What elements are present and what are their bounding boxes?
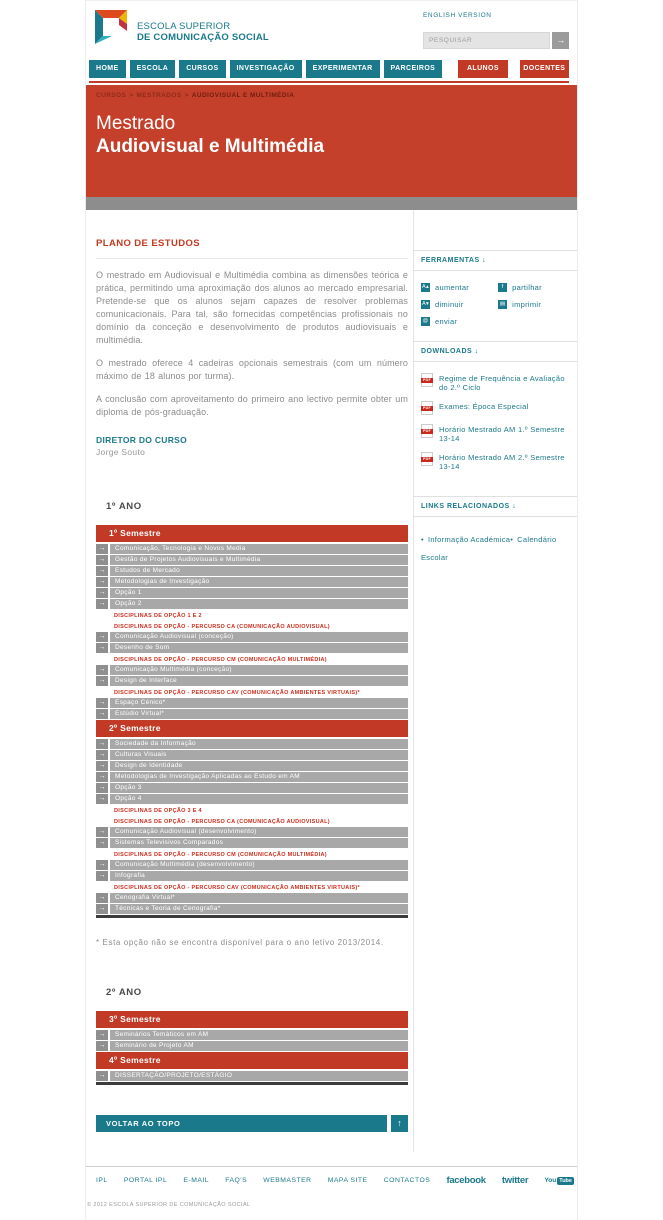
director-label: DIRETOR DO CURSO xyxy=(96,435,188,445)
sidebar-section-ferramentas[interactable]: FERRAMENTAS ↓ xyxy=(414,250,577,271)
course-row[interactable] xyxy=(96,698,408,708)
course-name: Metodologias de Investigação xyxy=(110,577,408,587)
course-director xyxy=(96,435,408,457)
option-footnote: * Esta opção não se encontra disponível para o ano letivo 2013/2014. xyxy=(96,938,384,947)
arrow-right-icon: → xyxy=(96,1030,108,1040)
course-row[interactable] xyxy=(96,544,408,554)
course-name: Seminários Temáticos em AM xyxy=(110,1030,408,1040)
option-group-label: DISCIPLINAS DE OPÇÃO - PERCURSO CAV (COMUNICAÇÃO AMBIENTES VIRTUAIS)* xyxy=(114,690,360,696)
arrow-right-icon: → xyxy=(96,860,108,870)
course-row[interactable] xyxy=(96,761,408,771)
footer-link-portal-ipl[interactable]: PORTAL IPL xyxy=(123,1177,168,1184)
site-footer xyxy=(86,1166,577,1194)
bullet-icon: • xyxy=(421,535,424,544)
arrow-right-icon: → xyxy=(96,904,108,914)
download-label: Horário Mestrado AM 2.º Semestre 13-14 xyxy=(439,453,565,471)
course-row[interactable] xyxy=(96,893,408,903)
sidebar xyxy=(413,210,577,1152)
course-row[interactable] xyxy=(96,739,408,749)
tools-list xyxy=(421,283,571,326)
course-name: Sociedade da Informação xyxy=(110,739,408,749)
course-row[interactable] xyxy=(96,632,408,642)
course-name: Opção 1 xyxy=(110,588,408,598)
download-item[interactable] xyxy=(421,453,571,471)
table-bottom-border xyxy=(96,915,408,918)
sidebar-section-links-relacionados[interactable]: LINKS RELACIONADOS ↓ xyxy=(414,496,577,517)
nav-cursos[interactable]: CURSOS xyxy=(179,60,225,78)
logo-text-line2: DE COMUNICAÇÃO SOCIAL xyxy=(137,32,269,43)
breadcrumb-separator: > xyxy=(129,92,134,99)
send-icon: @ xyxy=(422,318,429,324)
bullet-icon: • xyxy=(510,535,514,544)
course-name: Design de Interface xyxy=(110,676,408,686)
course-row[interactable] xyxy=(96,750,408,760)
course-name: Técnicas e Teoria de Cenografia* xyxy=(110,904,408,914)
footer-link-mapa-site[interactable]: MAPA SITE xyxy=(327,1177,368,1184)
breadcrumb-item-audiovisual-e-multim-dia: AUDIOVISUAL E MULTIMÉDIA xyxy=(191,92,295,99)
director-name: Jorge Souto xyxy=(96,447,146,457)
tool-label: enviar xyxy=(435,317,458,326)
download-item[interactable] xyxy=(421,402,571,415)
logo-text-line1: ESCOLA SUPERIOR xyxy=(137,21,231,32)
arrow-right-icon: → xyxy=(96,632,108,642)
footer-link-faq-s[interactable]: FAQ'S xyxy=(225,1177,248,1184)
arrow-right-icon: → xyxy=(96,709,108,719)
course-row[interactable] xyxy=(96,827,408,837)
breadcrumb-separator: > xyxy=(184,92,189,99)
arrow-right-icon: → xyxy=(96,794,108,804)
download-label: Horário Mestrado AM 1.º Semestre 13-14 xyxy=(439,425,565,443)
arrow-right-icon: → xyxy=(556,35,566,45)
chevron-down-icon: ↓ xyxy=(512,503,517,510)
course-name: Cenografia Virtual* xyxy=(110,893,408,903)
course-row[interactable] xyxy=(96,794,408,804)
nav-experimentar[interactable]: EXPERIMENTAR xyxy=(306,60,380,78)
year2-course-table xyxy=(96,1011,408,1085)
intro-paragraphs xyxy=(96,269,408,419)
course-name: Opção 3 xyxy=(110,783,408,793)
course-name: Opção 4 xyxy=(110,794,408,804)
course-row[interactable] xyxy=(96,599,408,609)
related-links-list xyxy=(421,529,571,565)
nav-red-rule xyxy=(89,81,569,83)
related-link-informa-o-acad-mica[interactable] xyxy=(421,535,510,544)
table-bottom-border xyxy=(96,1082,408,1085)
footer-link-contactos[interactable]: CONTACTOS xyxy=(383,1177,431,1184)
arrow-right-icon: → xyxy=(96,643,108,653)
nav-parceiros[interactable]: PARCEIROS xyxy=(384,60,443,78)
title-banner xyxy=(86,85,577,197)
course-name: Opção 2 xyxy=(110,599,408,609)
search-input[interactable] xyxy=(423,32,550,49)
arrow-right-icon: → xyxy=(96,566,108,576)
option-group-label: DISCIPLINAS DE OPÇÃO 3 E 4 xyxy=(114,808,202,814)
year1-title: 1º ANO xyxy=(106,501,142,512)
downloads-list xyxy=(421,374,571,471)
course-row[interactable] xyxy=(96,1071,408,1081)
course-name: Culturas Visuais xyxy=(110,750,408,760)
tool-label: imprimir xyxy=(512,300,542,309)
arrow-right-icon: → xyxy=(96,577,108,587)
year2-title: 2º ANO xyxy=(106,987,142,998)
course-row[interactable] xyxy=(96,838,408,848)
course-name: Design de Identidade xyxy=(110,761,408,771)
course-row[interactable] xyxy=(96,588,408,598)
option-group-label: DISCIPLINAS DE OPÇÃO - PERCURSO CA (COMUNICAÇÃO AUDIOVISUAL) xyxy=(114,819,330,825)
site-header xyxy=(86,1,577,83)
arrow-right-icon: → xyxy=(96,665,108,675)
course-row[interactable] xyxy=(96,904,408,914)
semester-header-1-semestre: 1º Semestre xyxy=(96,525,408,542)
footer-link-ipl[interactable]: IPL xyxy=(96,1177,108,1184)
arrow-right-icon: → xyxy=(96,676,108,686)
nav-docentes[interactable]: DOCENTES xyxy=(520,60,569,78)
course-name: Seminário de Projeto AM xyxy=(110,1041,408,1051)
course-name: Desenho de Som xyxy=(110,643,408,653)
course-name: Sistemas Televisivos Comparados xyxy=(110,838,408,848)
arrow-right-icon: → xyxy=(96,1071,108,1081)
download-label: Exames: Época Especial xyxy=(439,402,529,411)
section-title: PLANO DE ESTUDOS xyxy=(96,238,408,259)
course-row[interactable] xyxy=(96,665,408,675)
print-icon: ▤ xyxy=(499,301,506,307)
course-row[interactable] xyxy=(96,1030,408,1040)
related-link-label: Calendário Escolar xyxy=(421,535,557,562)
page-card xyxy=(85,0,578,1220)
pdf-file-icon xyxy=(421,401,433,415)
course-name: Comunicação Multimédia (conceção) xyxy=(110,665,408,675)
page-title: Audiovisual e Multimédia xyxy=(96,136,325,157)
arrow-right-icon: → xyxy=(96,698,108,708)
body-paragraph: O mestrado oferece 4 cadeiras opcionais semestrais (com um número máximo de 18 alunos por turma). xyxy=(96,358,408,381)
related-link-label: Informação Académica xyxy=(427,535,511,544)
font-increase-icon: A▴ xyxy=(421,284,430,290)
nav-home[interactable]: HOME xyxy=(89,60,126,78)
tool-label: diminuir xyxy=(435,300,464,309)
tool-label: aumentar xyxy=(435,283,470,292)
course-row[interactable] xyxy=(96,577,408,587)
option-group-label: DISCIPLINAS DE OPÇÃO - PERCURSO CM (COMUNICAÇÃO MULTIMÉDIA) xyxy=(114,852,327,858)
course-row[interactable] xyxy=(96,1041,408,1051)
course-row[interactable] xyxy=(96,643,408,653)
arrow-right-icon: → xyxy=(96,838,108,848)
page-title-category: Mestrado xyxy=(96,113,176,134)
facebook-logo[interactable]: facebook xyxy=(446,1175,486,1186)
back-to-top-button[interactable]: VOLTAR AO TOPO xyxy=(96,1115,387,1132)
breadcrumb-item-mestrados[interactable]: MESTRADOS xyxy=(136,92,182,99)
nav-investiga-o[interactable]: INVESTIGAÇÃO xyxy=(230,60,302,78)
tool-label: partilhar xyxy=(512,283,542,292)
banner-gray-bar xyxy=(86,197,577,210)
nav-escola[interactable]: ESCOLA xyxy=(130,60,176,78)
body-paragraph: O mestrado em Audiovisual e Multimédia combina as dimensões teórica e prática, permitindo uma aproximação dos alunos ao mercado empresarial. Pretende-se que os alunos sejam capazes de resolver problemas comunicacionais. Para tal, são fornecidas competências profissionais no domínio da conceção e desenvolvimento de produtos audiovisuais e multimédia. xyxy=(96,270,408,345)
tool-diminuir[interactable] xyxy=(421,300,498,309)
arrow-right-icon: → xyxy=(96,871,108,881)
pdf-file-icon xyxy=(421,424,433,438)
course-name: Comunicação Audiovisual (conceção) xyxy=(110,632,408,642)
footer-link-webmaster[interactable]: WEBMASTER xyxy=(263,1177,312,1184)
main-nav xyxy=(89,60,569,78)
download-item[interactable] xyxy=(421,425,571,443)
back-to-top-arrow-button[interactable] xyxy=(391,1115,408,1132)
arrow-right-icon: → xyxy=(96,544,108,554)
download-label: Regime de Frequência e Avaliação do 2.º Ciclo xyxy=(439,374,565,392)
nav-alunos[interactable]: ALUNOS xyxy=(458,60,507,78)
course-name: Gestão de Projetos Audiovisuais e Multimédia xyxy=(110,555,408,565)
escs-logo[interactable] xyxy=(91,8,269,51)
course-name: Comunicação Multimédia (desenvolvimento) xyxy=(110,860,408,870)
course-row[interactable] xyxy=(96,860,408,870)
tool-partilhar[interactable] xyxy=(498,283,571,292)
course-row[interactable] xyxy=(96,676,408,686)
arrow-right-icon: → xyxy=(96,761,108,771)
chevron-down-icon: ↓ xyxy=(482,257,487,264)
arrow-right-icon: → xyxy=(96,739,108,749)
escs-logo-icon xyxy=(91,8,131,51)
arrow-right-icon: → xyxy=(96,555,108,565)
font-decrease-icon: A▾ xyxy=(421,301,430,307)
search-button[interactable] xyxy=(552,32,569,49)
arrow-right-icon: → xyxy=(96,827,108,837)
course-row[interactable] xyxy=(96,871,408,881)
course-row[interactable] xyxy=(96,555,408,565)
footer-link-e-mail[interactable]: E-MAIL xyxy=(183,1177,210,1184)
option-group-label: DISCIPLINAS DE OPÇÃO - PERCURSO CAV (COMUNICAÇÃO AMBIENTES VIRTUAIS)* xyxy=(114,885,360,891)
youtube-logo-text: You xyxy=(544,1177,557,1184)
copyright: © 2012 ESCOLA SUPERIOR DE COMUNICAÇÃO SOCIAL xyxy=(87,1202,251,1208)
facebook-share-icon: f xyxy=(498,283,507,292)
course-row[interactable] xyxy=(96,772,408,782)
pdf-file-icon xyxy=(421,373,433,387)
tool-enviar[interactable] xyxy=(421,317,498,326)
download-item[interactable] xyxy=(421,374,571,392)
course-row[interactable] xyxy=(96,566,408,576)
english-version-link[interactable]: ENGLISH VERSION xyxy=(423,12,492,19)
youtube-logo-box: Tube xyxy=(559,1177,572,1184)
semester-header-2-semestre: 2º Semestre xyxy=(96,720,408,737)
arrow-right-icon: → xyxy=(96,599,108,609)
main-content xyxy=(86,210,413,1152)
course-name: Infografia xyxy=(110,871,408,881)
option-group-label: DISCIPLINAS DE OPÇÃO - PERCURSO CM (COMUNICAÇÃO MULTIMÉDIA) xyxy=(114,657,327,663)
course-name: Estudos de Mercado xyxy=(110,566,408,576)
course-row[interactable] xyxy=(96,783,408,793)
option-group-label: DISCIPLINAS DE OPÇÃO - PERCURSO CA (COMUNICAÇÃO AUDIOVISUAL) xyxy=(114,624,330,630)
course-row[interactable] xyxy=(96,709,408,719)
course-name: DISSERTAÇÃO/PROJETO/ESTÁGIO xyxy=(110,1071,408,1081)
arrow-right-icon: → xyxy=(96,893,108,903)
twitter-logo[interactable]: twitter xyxy=(501,1175,529,1186)
body-paragraph: A conclusão com aproveitamento do primeiro ano lectivo permite obter um diploma de pós-graduação. xyxy=(96,394,408,417)
tool-aumentar[interactable] xyxy=(421,283,498,292)
tool-imprimir[interactable] xyxy=(498,300,571,309)
semester-header-3-semestre: 3º Semestre xyxy=(96,1011,408,1028)
breadcrumb-item-cursos[interactable]: CURSOS xyxy=(96,92,127,99)
course-name: Comunicação, Tecnologia e Novos Media xyxy=(110,544,408,554)
arrow-right-icon: → xyxy=(96,588,108,598)
option-group-label: DISCIPLINAS DE OPÇÃO 1 E 2 xyxy=(114,613,202,619)
arrow-right-icon: → xyxy=(96,783,108,793)
arrow-right-icon: → xyxy=(96,772,108,782)
course-name: Espaço Cénico* xyxy=(110,698,408,708)
breadcrumb xyxy=(96,92,567,99)
youtube-logo[interactable] xyxy=(544,1177,574,1185)
arrow-right-icon: → xyxy=(96,750,108,760)
chevron-down-icon: ↓ xyxy=(474,348,479,355)
course-name: Estúdio Virtual* xyxy=(110,709,408,719)
arrow-up-icon: ↑ xyxy=(397,1118,402,1128)
course-name: Comunicação Audiovisual (desenvolvimento) xyxy=(110,827,408,837)
sidebar-section-downloads[interactable]: DOWNLOADS ↓ xyxy=(414,341,577,362)
pdf-file-icon xyxy=(421,452,433,466)
semester-header-4-semestre: 4º Semestre xyxy=(96,1052,408,1069)
course-name: Metodologias de Investigação Aplicadas ao Estudo em AM xyxy=(110,772,408,782)
arrow-right-icon: → xyxy=(96,1041,108,1051)
year1-course-table xyxy=(96,525,408,918)
